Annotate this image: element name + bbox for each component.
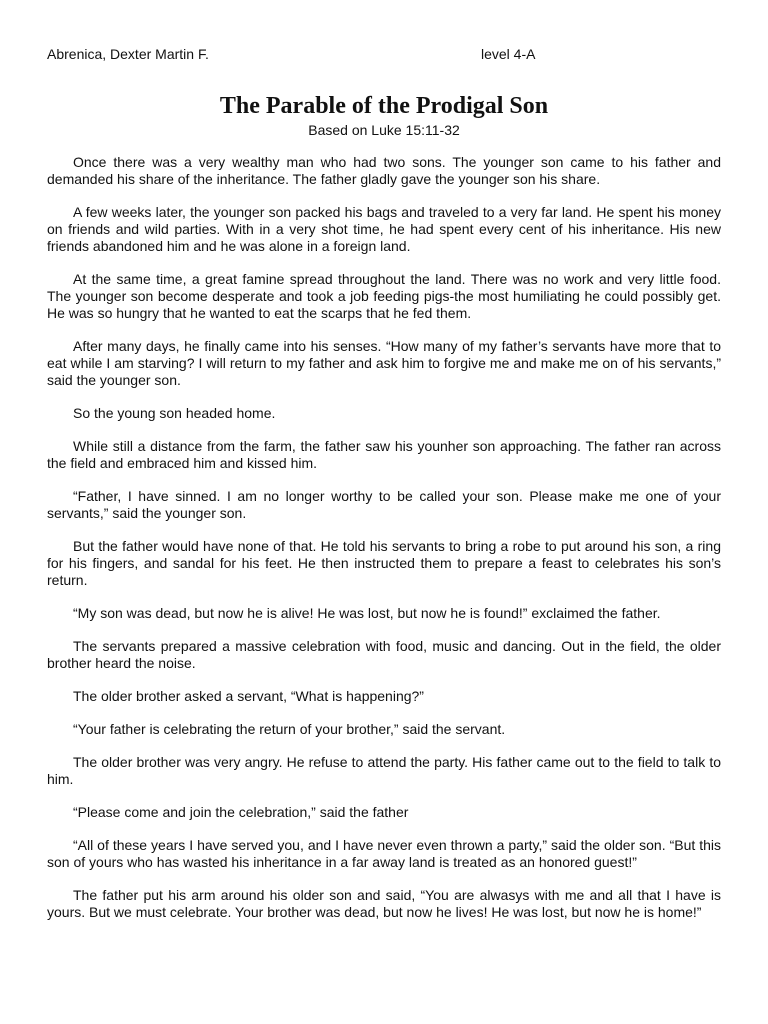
paragraph: Once there was a very wealthy man who had two sons. The younger son came to his father and demanded his share of the inheritance. The father gladly gave the younger son his share. bbox=[47, 154, 721, 187]
paragraph: The older brother was very angry. He refuse to attend the party. His father came out to the field to talk to him. bbox=[47, 754, 721, 787]
paragraph: “Father, I have sinned. I am no longer worthy to be called your son. Please make me one of your servants,” said the younger son. bbox=[47, 488, 721, 521]
paragraph: “All of these years I have served you, and I have never even thrown a party,” said the older son. “But this son of yours who has wasted his inheritance in a far away land is treated as an honored guest!” bbox=[47, 837, 721, 870]
document-subtitle: Based on Luke 15:11-32 bbox=[308, 122, 460, 138]
document-header bbox=[47, 44, 721, 64]
paragraph: While still a distance from the farm, the father saw his younher son approaching. The father ran across the field and embraced him and kissed him. bbox=[47, 438, 721, 471]
author-name: Abrenica, Dexter Martin F. bbox=[47, 46, 209, 62]
paragraph: The father put his arm around his older son and said, “You are alwasys with me and all that I have is yours. But we must celebrate. Your brother was dead, but now he lives! He was lost, but now he is home!” bbox=[47, 887, 721, 920]
document-title: The Parable of the Prodigal Son bbox=[219, 93, 549, 119]
paragraph: At the same time, a great famine spread throughout the land. There was no work and very little food. The younger son become desperate and took a job feeding pigs-the most humiliating he could possibly get. He was so hungry that he wanted to eat the scarps that he fed them. bbox=[47, 271, 721, 321]
paragraph: “Please come and join the celebration,” said the father bbox=[73, 804, 409, 820]
class-level: level 4-A bbox=[481, 46, 536, 62]
paragraph: The servants prepared a massive celebration with food, music and dancing. Out in the field, the older brother heard the noise. bbox=[47, 638, 721, 671]
paragraph: So the young son headed home. bbox=[73, 405, 276, 421]
story-body bbox=[47, 154, 721, 937]
paragraph: “My son was dead, but now he is alive! He was lost, but now he is found!” exclaimed the father. bbox=[73, 605, 661, 621]
paragraph: After many days, he finally came into his senses. “How many of my father’s servants have more that to eat while I am starving? I will return to my father and ask him to forgive me and make me on of his servants,” said the younger son. bbox=[47, 338, 721, 388]
paragraph: But the father would have none of that. He told his servants to bring a robe to put around his son, a ring for his fingers, and sandal for his feet. He then instructed them to prepare a feast to celebrates his son’s return. bbox=[47, 538, 721, 588]
paragraph: A few weeks later, the younger son packed his bags and traveled to a very far land. He spent his money on friends and wild parties. With in a very shot time, he had spent every cent of his inheritance. His new friends abandoned him and he was alone in a foreign land. bbox=[47, 204, 721, 254]
paragraph: “Your father is celebrating the return of your brother,” said the servant. bbox=[73, 721, 506, 737]
paragraph: The older brother asked a servant, “What is happening?” bbox=[73, 688, 424, 704]
